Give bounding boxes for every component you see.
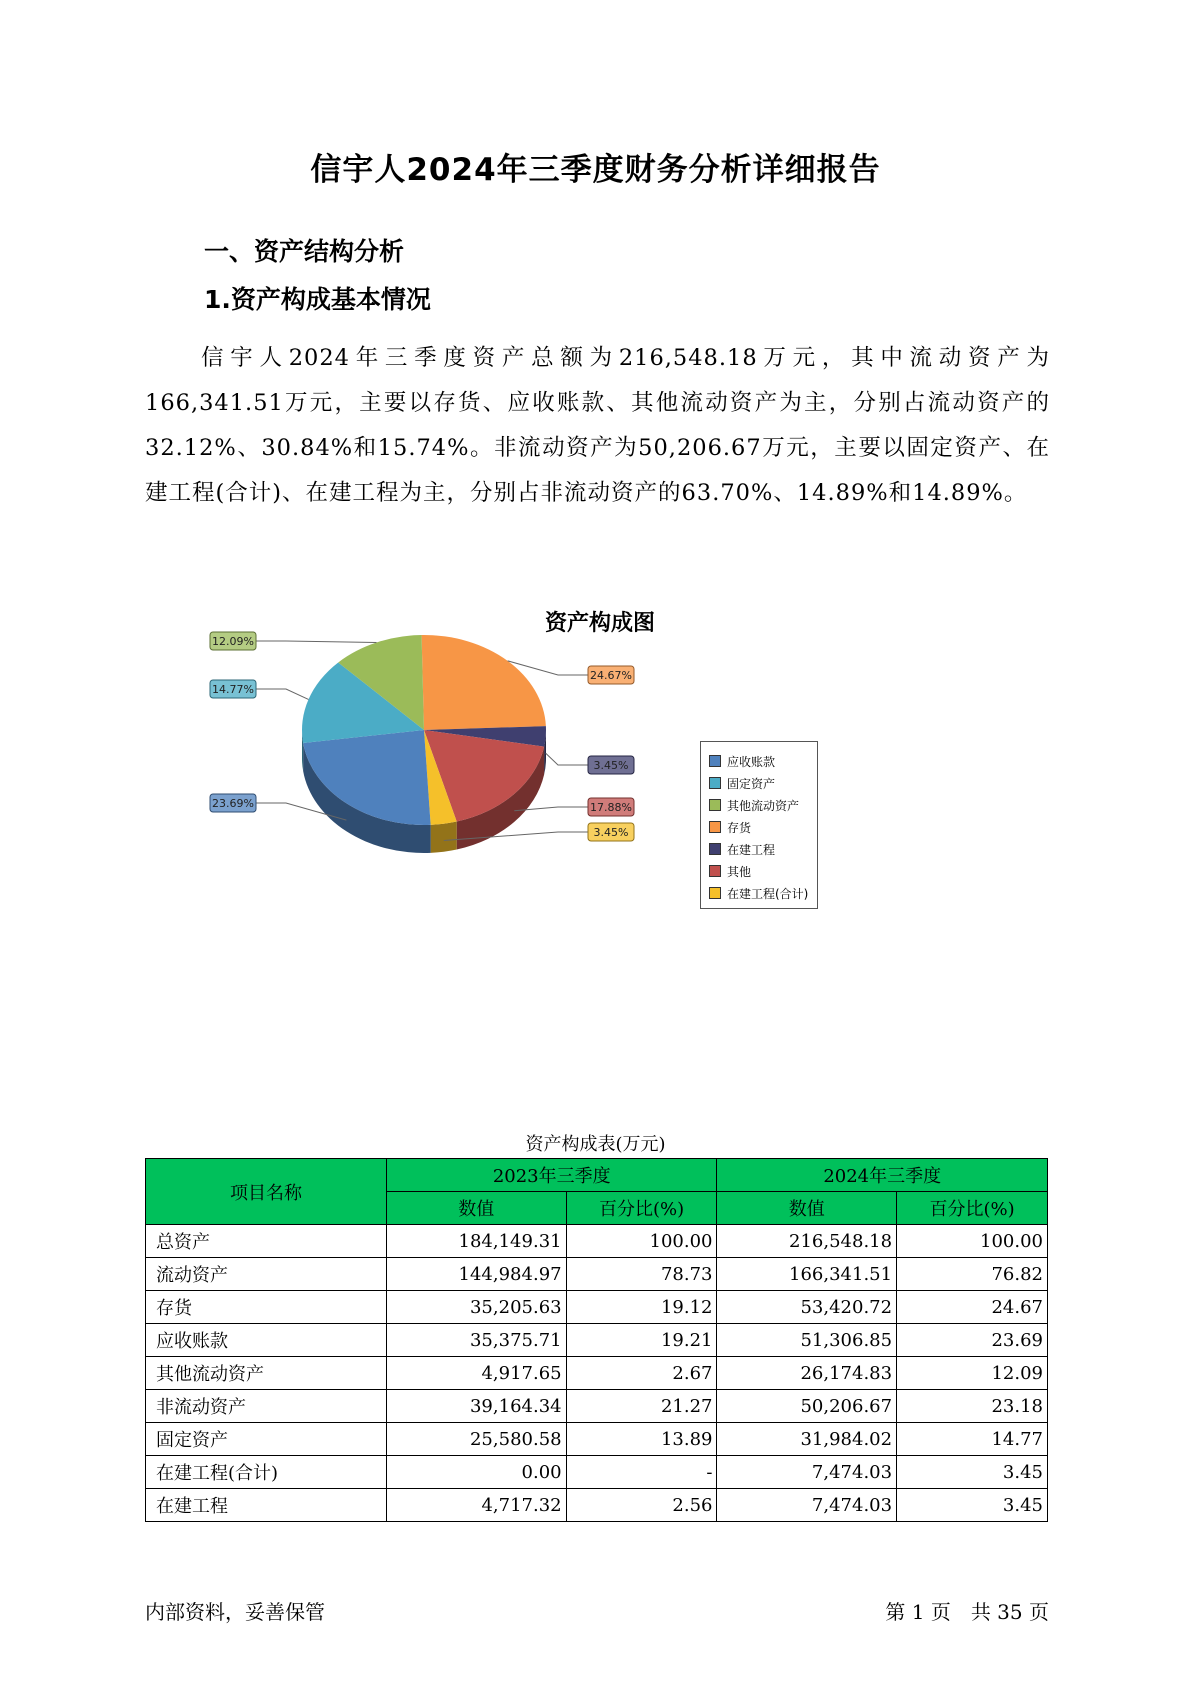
value-2023: 0.00 [387,1456,567,1489]
table-row [146,1258,1048,1291]
percent-2023: 13.89 [566,1423,717,1456]
pie-chart [190,635,650,910]
callout-line [546,753,588,765]
legend-swatch [709,755,721,767]
data-label: 17.88% [590,801,632,814]
table-row [146,1390,1048,1423]
percent-2024: 3.45 [897,1489,1048,1522]
chart-legend [700,741,818,909]
legend-item [709,794,817,816]
legend-swatch [709,865,721,877]
row-name: 存货 [146,1291,387,1324]
percent-2024: 3.45 [897,1456,1048,1489]
legend-label: 存货 [727,820,752,835]
table-row [146,1489,1048,1522]
footer-page-number: 第 1 页 共 35 页 [885,1600,1049,1624]
legend-label: 在建工程 [727,842,776,857]
legend-swatch [709,799,721,811]
percent-2024: 14.77 [897,1423,1048,1456]
legend-label: 应收账款 [727,754,776,769]
value-2023: 25,580.58 [387,1423,567,1456]
percent-2023: 19.12 [566,1291,717,1324]
header-value-2024: 数值 [717,1192,897,1225]
row-name: 应收账款 [146,1324,387,1357]
table-row [146,1357,1048,1390]
value-2024: 26,174.83 [717,1357,897,1390]
header-percent-2024: 百分比(%) [897,1192,1048,1225]
row-name: 在建工程(合计) [146,1456,387,1489]
table-caption: 资产构成表(万元) [525,1134,666,1155]
data-label: 12.09% [212,635,254,648]
data-label: 24.67% [590,669,632,682]
legend-label: 固定资产 [727,776,776,791]
pie-side-6 [431,822,457,853]
percent-2023: 78.73 [566,1258,717,1291]
data-label: 14.77% [212,683,254,696]
percent-2023: 100.00 [566,1225,717,1258]
value-2024: 7,474.03 [717,1489,897,1522]
legend-item [709,816,817,838]
legend-swatch [709,777,721,789]
percent-2024: 76.82 [897,1258,1048,1291]
percent-2024: 24.67 [897,1291,1048,1324]
value-2024: 31,984.02 [717,1423,897,1456]
row-name: 在建工程 [146,1489,387,1522]
value-2023: 35,205.63 [387,1291,567,1324]
legend-label: 其他 [727,864,752,879]
pie-slice [422,635,546,730]
row-name: 固定资产 [146,1423,387,1456]
legend-label: 在建工程(合计) [727,886,809,901]
legend-item [709,882,817,904]
value-2024: 166,341.51 [717,1258,897,1291]
row-name: 总资产 [146,1225,387,1258]
data-label: 23.69% [212,797,254,810]
body-paragraph: 信宇人2024年三季度资产总额为216,548.18万元，其中流动资产为166,341.51万元，主要以存货、应收账款、其他流动资产为主，分别占流动资产的32.12%、30.84%和15.74%。非流动资产为50,206.67万元，主要以固定资产、在建工程(合计)、在建工程为主，分别占非流动资产的63.70%、14.89%和14.89%。 [145,345,1050,506]
percent-2024: 100.00 [897,1225,1048,1258]
header-period-2024: 2024年三季度 [717,1159,1048,1192]
percent-2023: 19.21 [566,1324,717,1357]
data-label: 3.45% [593,759,629,772]
value-2023: 184,149.31 [387,1225,567,1258]
row-name: 非流动资产 [146,1390,387,1423]
value-2023: 35,375.71 [387,1324,567,1357]
value-2024: 53,420.72 [717,1291,897,1324]
value-2024: 50,206.67 [717,1390,897,1423]
table-row [146,1225,1048,1258]
row-name: 其他流动资产 [146,1357,387,1390]
data-label: 3.45% [593,826,629,839]
percent-2024: 23.18 [897,1390,1048,1423]
pie-slice [303,730,431,825]
percent-2023: - [566,1456,717,1489]
percent-2023: 2.56 [566,1489,717,1522]
legend-item [709,838,817,860]
header-value-2023: 数值 [387,1192,567,1225]
table-row [146,1456,1048,1489]
callout-line [256,689,308,699]
legend-swatch [709,843,721,855]
header-percent-2023: 百分比(%) [566,1192,717,1225]
row-name: 流动资产 [146,1258,387,1291]
section-heading: 一、资产结构分析 [204,237,405,266]
percent-2024: 23.69 [897,1324,1048,1357]
table-row [146,1423,1048,1456]
legend-swatch [709,887,721,899]
value-2023: 39,164.34 [387,1390,567,1423]
percent-2023: 2.67 [566,1357,717,1390]
value-2024: 216,548.18 [717,1225,897,1258]
table-row [146,1324,1048,1357]
value-2023: 4,717.32 [387,1489,567,1522]
page-title: 信宇人2024年三季度财务分析详细报告 [310,152,881,188]
legend-item [709,750,817,772]
asset-table [145,1158,1048,1522]
legend-item [709,860,817,882]
chart-title: 资产构成图 [544,611,655,636]
callout-line [256,641,377,642]
legend-swatch [709,821,721,833]
value-2023: 144,984.97 [387,1258,567,1291]
footer-confidential: 内部资料，妥善保管 [145,1600,325,1624]
percent-2024: 12.09 [897,1357,1048,1390]
value-2023: 4,917.65 [387,1357,567,1390]
value-2024: 7,474.03 [717,1456,897,1489]
legend-item [709,772,817,794]
legend-label: 其他流动资产 [727,798,800,813]
value-2024: 51,306.85 [717,1324,897,1357]
table-row [146,1291,1048,1324]
subsection-heading: 1.资产构成基本情况 [204,285,431,314]
header-period-2023: 2023年三季度 [387,1159,717,1192]
percent-2023: 21.27 [566,1390,717,1423]
header-item-name: 项目名称 [146,1159,387,1225]
